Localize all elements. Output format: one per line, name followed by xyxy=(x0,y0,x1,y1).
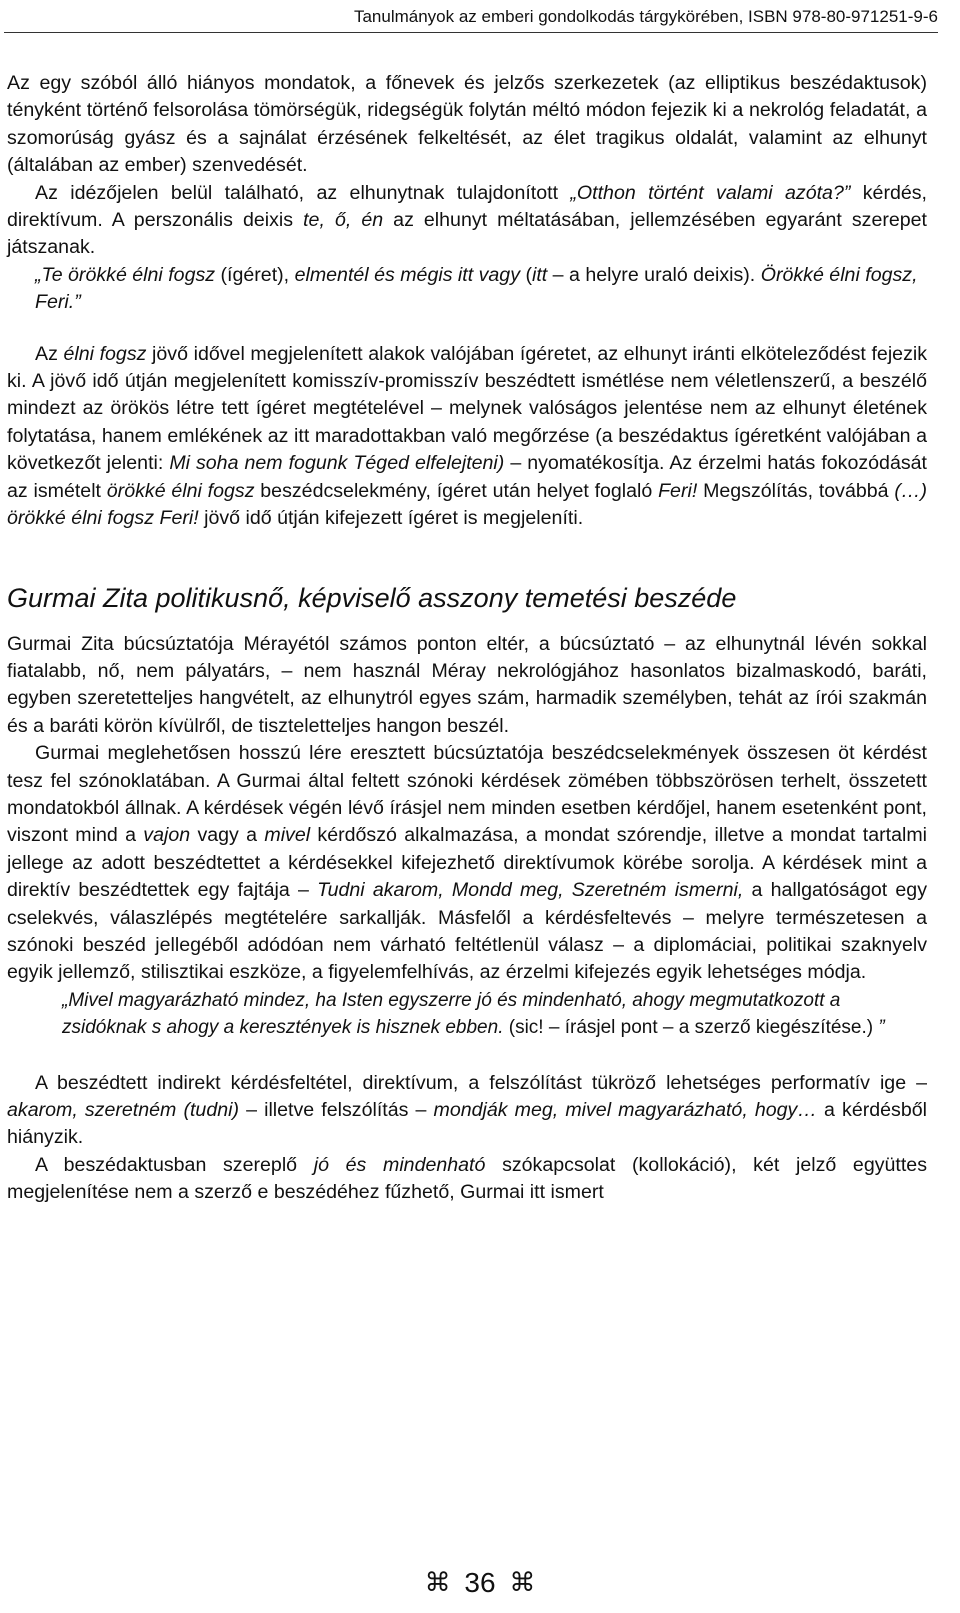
block-quote-god xyxy=(7,987,927,1042)
text-run: jövő idővel megjelenített alakok valójában ígéretet, az elhunyt iránti elköteleződést fejezik ki. A jövő idő útján megjelenített komisszív-promisszív beszédtett ismétlése nem véletlenszerű, a beszélő mindezt az örökös létre tett ígéret megtételével – melynek valóságos jelentése nem az elhunyt életének folytatása, hanem emlékének az itt maradottakban való megőrzése (a beszédaktus ígéretként valójában a következőt jelenti: xyxy=(7,342,928,475)
italic-run: „Te örökké élni fogsz xyxy=(35,263,216,286)
header-rule xyxy=(4,32,938,33)
italic-run: mivel xyxy=(264,824,311,847)
paragraph-indirect-question xyxy=(7,1070,927,1152)
text-run: ( xyxy=(520,263,532,286)
text-run: Megszólítás, továbbá xyxy=(697,479,895,502)
page-footer xyxy=(0,1563,960,1601)
italic-run: Örökké élni fogsz, Feri.” xyxy=(35,263,918,314)
italic-run: itt xyxy=(531,263,548,286)
italic-run: mondják meg, mivel magyarázható, hogy… xyxy=(433,1099,817,1121)
text-run: Gurmai meglehetősen hosszú lére eresztett búcsúztatója beszédcselekmények összesen öt kérdést tesz fel szónoklatában. A Gurmai által feltett szónoki kérdések zömében többszörösen terhelt, összetett mondatokból állnak. A kérdések végén lévő írásjel nem minden esetben kérdőjel, hanem esetenként pont, viszont mind a xyxy=(7,742,927,847)
italic-run: örökké élni fogsz xyxy=(106,479,255,502)
paragraph-questions xyxy=(7,740,927,987)
paragraph-quote-question xyxy=(7,180,927,262)
text-run: az elhunyt méltatásában, jellemzésében egyaránt szerepet játszanak. xyxy=(7,209,928,259)
page-number: 36 xyxy=(464,1566,496,1598)
italic-run: te, ő, én xyxy=(303,209,384,232)
text-run: (sic! – írásjel pont – a szerző kiegészítése.) xyxy=(503,1017,874,1039)
text-run: A beszédtett indirekt kérdésfeltétel, direktívum, a felszólítást tükröző lehetséges performatív ige – xyxy=(35,1071,927,1094)
text-run: szókapcsolat (kollokáció), két jelző együttes megjelenítése nem a szerző e beszédéhez fűzhető, Gurmai itt ismert xyxy=(7,1153,927,1204)
text-run: Az xyxy=(35,342,64,365)
page-body xyxy=(7,70,927,1207)
text-run: kérdés, direktívum. A perszonális deixis xyxy=(7,181,927,232)
text-run: jövő idő útján kifejezett ígéret is megjeleníti. xyxy=(198,507,584,530)
text-run: Az idézőjelen belül található, az elhunytnak tulajdonított xyxy=(35,181,571,204)
italic-run: „Otthon történt valami azóta?” xyxy=(570,181,851,204)
text-run: a hallgatóságot egy cselekvés, válaszlépés megtételére sarkallják. Másfelől a kérdésfeltevés – melyre természetesen a szónoki beszéd jellegéből adódóan nem várható feltétlenül válasz – a diplomáciai, politikai szaknyelv egyik jellemző, stilisztikai eszköze, a figyelemfelhívás, az érzelmi kifejezés egyik lehetséges módja. xyxy=(7,879,927,984)
command-key-icon: ⌘ xyxy=(509,1567,536,1598)
paragraph-future-tense xyxy=(7,341,927,533)
text-run: – nyomatékosítja. Az érzelmi hatás fokozódását az ismételt xyxy=(7,452,927,502)
italic-run: (…) örökké élni fogsz Feri! xyxy=(7,479,928,530)
italic-run: „Mivel magyarázható mindez, ha Isten egyszerre jó és mindenható, ahogy megmutatkozott a zsidóknak s ahogy a keresztények is hisznek ebben. xyxy=(62,989,841,1039)
text-run: kérdőszó alkalmazása, a mondat szórendje, illetve a mondat tartalmi jellege az adott beszédtettet a kérdésekkel kifejezhető direktívumok körébe sorolja. A kérdések mint a direktív beszédtettek egy fajtája – xyxy=(7,824,928,902)
text-run: beszédcselekmény, ígéret után helyet foglaló xyxy=(254,479,659,502)
italic-run: Tudni akarom, Mondd meg, Szeretném ismerni, xyxy=(317,879,744,902)
italic-run: Mi soha nem fogunk Téged elfelejteni) xyxy=(169,452,505,475)
section-heading: Gurmai Zita politikusnő, képviselő asszony temetési beszéde xyxy=(7,582,737,613)
text-run: a kérdésből hiányzik. xyxy=(7,1099,928,1149)
italic-run: Feri! xyxy=(658,479,698,502)
command-key-icon: ⌘ xyxy=(424,1567,451,1598)
text-run: – a helyre uraló deixis). xyxy=(547,263,761,286)
italic-run: elmentél és mégis itt vagy xyxy=(294,263,521,286)
paragraph-ellipsis: Az egy szóból álló hiányos mondatok, a főnevek és jelzős szerkezetek (az elliptikus beszédaktusok) tényként történő felsorolása tömörségük, ridegségük folytán méltó módon fejezik ki a nekrológ feladatát, a szomorúság gyász és a sajnálat érzésének felkeltését, az élet tragikus oldalát, valamint az elhunyt (általában az ember) szenvedését. xyxy=(7,72,927,177)
italic-run: vajon xyxy=(143,824,191,847)
paragraph-gurmai-intro: Gurmai Zita búcsúztatója Mérayétól számos ponton eltér, a búcsúztató – az elhunytnál lévén sokkal fiatalabb, nő, nem pályatárs, – nem használ Méray nekrológjához hasonlatos bizalmaskodó, baráti, egyben szeretetteljes hangvételt, az elhunytról egyes szám, harmadik személyben, tehát az írói szakmán és a baráti körön kívülről, de tiszteletteljes hangon beszél. xyxy=(7,632,927,737)
text-run: A beszédaktusban szereplő xyxy=(35,1153,314,1176)
text-run: – illetve felszólítás – xyxy=(239,1099,434,1121)
italic-run: akarom, szeretném (tudni) xyxy=(7,1099,239,1121)
italic-run: élni fogsz xyxy=(63,342,147,365)
block-quote-promise xyxy=(7,262,927,317)
text-run: (ígéret), xyxy=(215,263,295,286)
italic-run: jó és mindenható xyxy=(313,1153,486,1176)
text-run: vagy a xyxy=(190,824,265,847)
running-header: Tanulmányok az emberi gondolkodás tárgykörében, ISBN 978-80-971251-9-6 xyxy=(353,7,938,26)
italic-run: ” xyxy=(873,1017,885,1039)
paragraph-collocation xyxy=(7,1152,927,1207)
